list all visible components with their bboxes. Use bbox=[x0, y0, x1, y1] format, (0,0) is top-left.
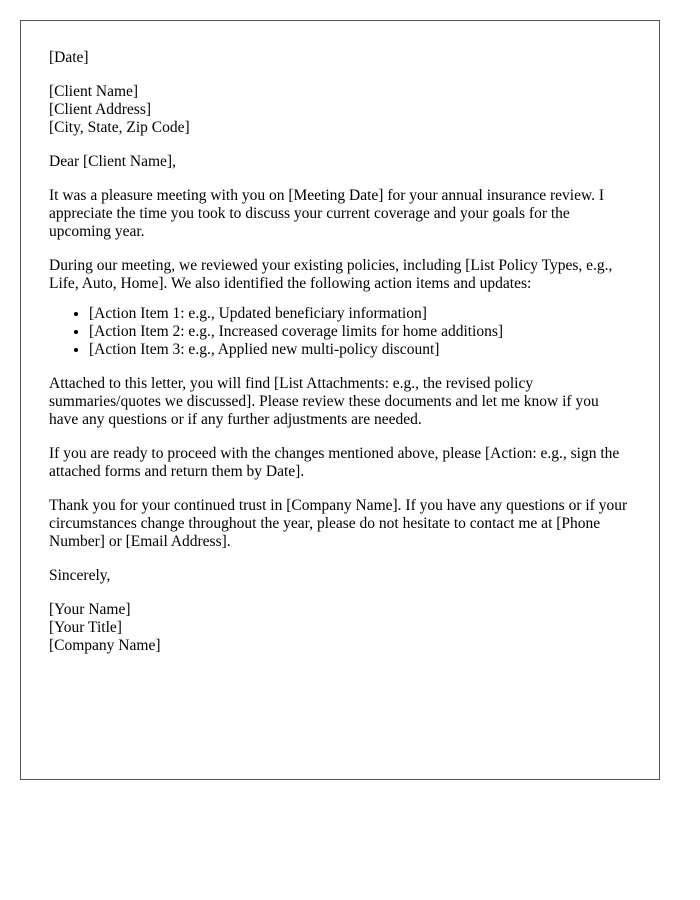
signature-title: [Your Title] bbox=[49, 619, 122, 636]
action-items-list bbox=[49, 305, 631, 359]
signature-company: [Company Name] bbox=[49, 637, 161, 654]
recipient-address-block bbox=[49, 83, 631, 137]
recipient-name: [Client Name] bbox=[49, 83, 139, 100]
signature-block bbox=[49, 601, 631, 655]
paragraph-intro: It was a pleasure meeting with you on [Meeting Date] for your annual insurance review. I appreciate the time you took to discuss your current coverage and your goals for the upcoming year. bbox=[49, 187, 605, 240]
recipient-city-state-zip: [City, State, Zip Code] bbox=[49, 119, 190, 136]
salutation: Dear [Client Name], bbox=[49, 153, 176, 170]
signature-name: [Your Name] bbox=[49, 601, 131, 618]
paragraph-review: During our meeting, we reviewed your existing policies, including [List Policy Types, e.g., Life, Auto, Home]. We also identified the following action items and updates: bbox=[49, 257, 613, 292]
closing: Sincerely, bbox=[49, 567, 111, 584]
letter-page bbox=[20, 20, 660, 780]
letter-date bbox=[49, 49, 631, 67]
paragraph-attachments: Attached to this letter, you will find [List Attachments: e.g., the revised policy summaries/quotes we discussed]. Please review these documents and let me know if you have any questions or if any further adjustments are needed. bbox=[49, 375, 599, 428]
date-text: [Date] bbox=[49, 49, 89, 66]
recipient-address: [Client Address] bbox=[49, 101, 152, 118]
action-item: • [Action Item 3: e.g., Applied new multi-policy discount] bbox=[89, 341, 631, 359]
action-item: • [Action Item 2: e.g., Increased coverage limits for home additions] bbox=[89, 323, 631, 341]
action-item: • [Action Item 1: e.g., Updated beneficiary information] bbox=[89, 305, 631, 323]
paragraph-thank-you: Thank you for your continued trust in [Company Name]. If you have any questions or if your circumstances change throughout the year, please do not hesitate to contact me at [Phone Number] or [Email Address]. bbox=[49, 497, 628, 550]
paragraph-next-steps: If you are ready to proceed with the changes mentioned above, please [Action: e.g., sign the attached forms and return them by Date]. bbox=[49, 445, 620, 480]
